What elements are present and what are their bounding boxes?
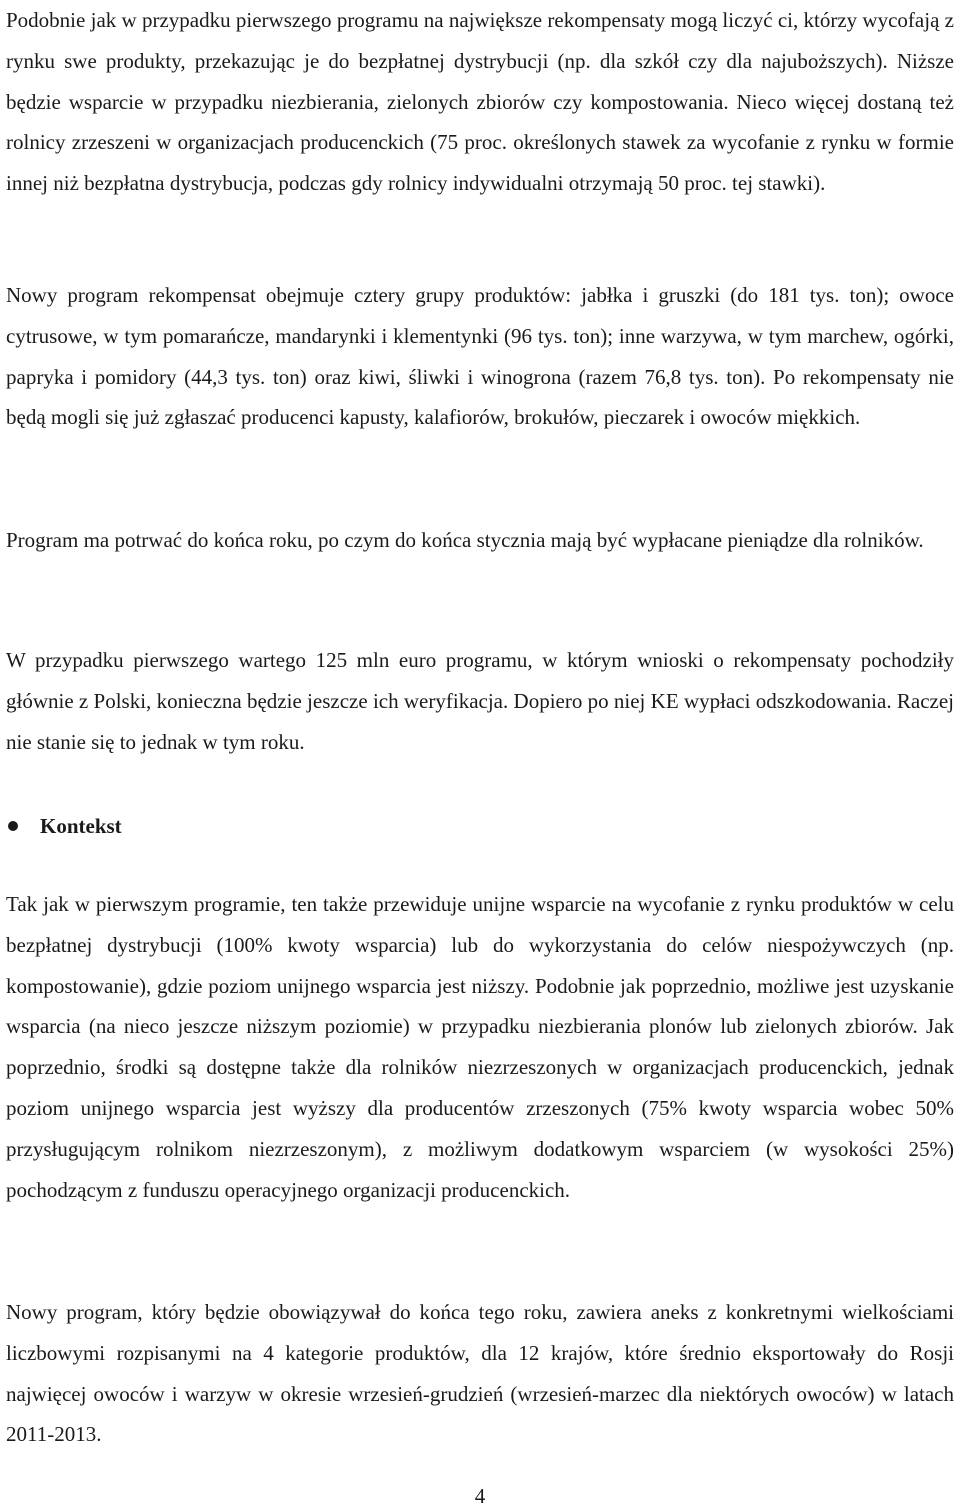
paragraph-context-annex: Nowy program, który będzie obowiązywał do końca tego roku, zawiera aneks z konkretnymi wielkościami liczbowymi rozpisanymi na 4 kategorie produktów, dla 12 krajów, które średnio eksportowały do Rosji najwięcej owoców i warzyw w okresie wrzesień-grudzień (wrzesień-marzec dla niektórych owoców) w latach 2011-2013. (6, 1300, 954, 1447)
paragraph-product-groups: Nowy program rekompensat obejmuje cztery grupy produktów: jabłka i gruszki (do 181 tys. ton); owoce cytrusowe, w tym pomarańcze, mandarynki i klementynki (96 tys. ton); inne warzywa, w tym marchew, ogórki, papryka i pomidory (44,3 tys. ton) oraz kiwi, śliwki i winogrona (razem 76,8 tys. ton). Po rekompensaty nie będą mogli się już zgłaszać producenci kapusty, kalafiorów, brokułów, pieczarek i owoców miękkich. (6, 283, 954, 430)
bullet-icon (8, 821, 18, 831)
page-number: 4 (474, 1484, 486, 1508)
paragraph-first-program: W przypadku pierwszego wartego 125 mln euro programu, w którym wnioski o rekompensaty pochodziły głównie z Polski, konieczna będzie jeszcze ich weryfikacja. Dopiero po niej KE wypłaci odszkodowania. Raczej nie stanie się to jednak w tym roku. (6, 648, 954, 754)
section-heading-row (6, 806, 122, 846)
section-heading: Kontekst (40, 814, 122, 838)
paragraph-compensation-levels: Podobnie jak w przypadku pierwszego programu na największe rekompensaty mogą liczyć ci, którzy wycofają z rynku swe produkty, przekazując je do bezpłatnej dystrybucji (np. dla szkół czy dla najuboższych). Niższe będzie wsparcie w przypadku niezbierania, zielonych zbiorów czy kompostowania. Nieco więcej dostaną też rolnicy zrzeszeni w organizacjach producenckich (75 proc. określonych stawek za wycofanie z rynku w formie innej niż bezpłatna dystrybucja, podczas gdy rolnicy indywidualni otrzymają 50 proc. tej stawki). (6, 8, 954, 196)
paragraph-context-support: Tak jak w pierwszym programie, ten także przewiduje unijne wsparcie na wycofanie z rynku produktów w celu bezpłatnej dystrybucji (100% kwoty wsparcia) lub do wykorzystania do celów niespożywczych (np. kompostowanie), gdzie poziom unijnego wsparcia jest niższy. Podobnie jak poprzednio, możliwe jest uzyskanie wsparcia (na nieco jeszcze niższym poziomie) w przypadku niezbierania plonów lub zielonych zbiorów. Jak poprzednio, środki są dostępne także dla rolników niezrzeszonych w organizacjach producenckich, jednak poziom unijnego wsparcia jest wyższy dla producentów zrzeszonych (75% kwoty wsparcia wobec 50% przysługującym rolnikom niezrzeszonym), z możliwym dodatkowym wsparciem (w wysokości 25%) pochodzącym z funduszu operacyjnego organizacji producenckich. (6, 892, 954, 1202)
paragraph-program-duration: Program ma potrwać do końca roku, po czym do końca stycznia mają być wypłacane pieniądze dla rolników. (6, 528, 924, 552)
